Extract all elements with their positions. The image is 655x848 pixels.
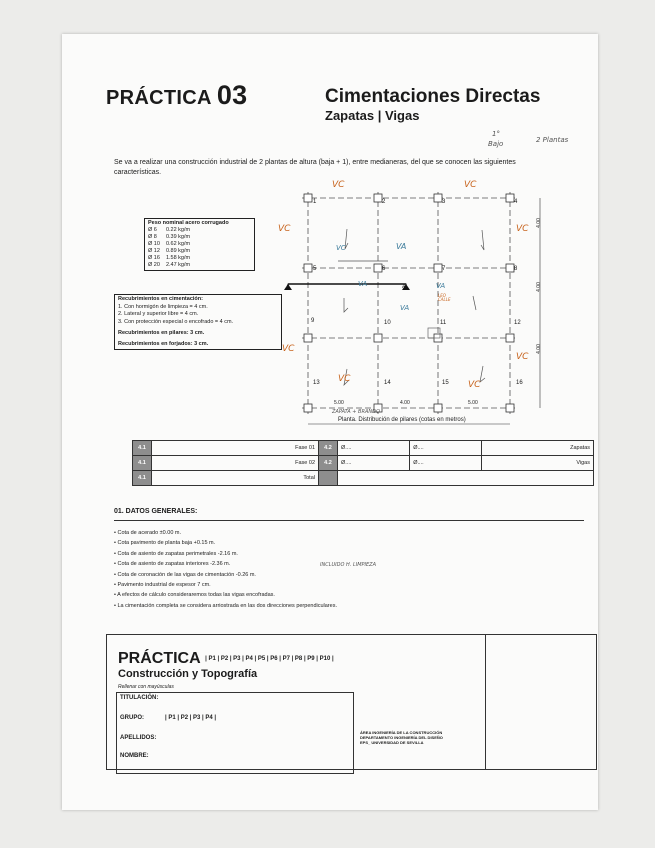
dim-v-label: 4.00 bbox=[535, 282, 542, 292]
dim-h-label: 4.00 bbox=[400, 400, 410, 406]
pillar bbox=[434, 264, 442, 272]
pillar bbox=[374, 264, 382, 272]
section-label-a: A bbox=[286, 284, 291, 290]
node-label: 15 bbox=[442, 380, 449, 386]
node-label: 12 bbox=[514, 320, 521, 326]
node-label: 14 bbox=[384, 380, 391, 386]
node-label: 4 bbox=[514, 199, 518, 205]
hand-label-vc: VC bbox=[516, 352, 529, 362]
list-item: • Cota de coronación de las vigas de cimentación -0.26 m. bbox=[114, 570, 494, 580]
list-item: • La cimentación completa se considera arriostrada en las dos direcciones perpendiculares. bbox=[114, 601, 494, 611]
nombre-field[interactable]: NOMBRE: bbox=[120, 753, 149, 759]
hand-label-va: VA bbox=[436, 282, 446, 290]
list-item: • A efectos de cálculo consideraremos todas las vigas encofradas. bbox=[114, 590, 494, 600]
grupo-options[interactable]: | P1 | P2 | P3 | P4 | bbox=[165, 715, 217, 721]
pillar bbox=[304, 194, 312, 202]
handnote-floor-1: 1° bbox=[492, 130, 500, 138]
fill-note: Rellenar con mayúsculas bbox=[118, 684, 174, 690]
pillar bbox=[304, 334, 312, 342]
dim-h-label: 5.00 bbox=[468, 400, 478, 406]
cover-item: 2. Lateral y superior libre = 4 cm. bbox=[118, 311, 199, 317]
node-label: 11 bbox=[440, 320, 447, 326]
pillar bbox=[374, 334, 382, 342]
hand-label-va: VA bbox=[396, 242, 407, 251]
practice-list: | P1 | P2 | P3 | P4 | P5 | P6 | P7 | P8 | P9 | P10 | bbox=[205, 656, 334, 662]
page-subtitle: Zapatas | Vigas bbox=[325, 108, 420, 123]
node-label: 3 bbox=[442, 199, 446, 205]
hand-label-vc: VC bbox=[282, 344, 295, 354]
hand-arrow bbox=[481, 230, 484, 250]
hand-label-vc: VC bbox=[336, 244, 346, 252]
table-row: 4.1 Fase 02 4.2 Ø.... Ø.... Vigas bbox=[133, 456, 594, 471]
floor-plan-drawing bbox=[62, 34, 598, 434]
apellidos-field[interactable]: APELLIDOS: bbox=[120, 735, 157, 741]
table-row: 4.1 Total bbox=[133, 471, 594, 486]
titulacion-label: TITULACIÓN: bbox=[120, 695, 159, 701]
student-form bbox=[116, 692, 354, 774]
footer-right-box bbox=[484, 634, 597, 770]
table-row: Ø 20 2.47 kg/m bbox=[148, 262, 191, 268]
hand-arrow bbox=[480, 366, 485, 382]
list-item: • Cota pavimento de planta baja +0.15 m. bbox=[114, 538, 494, 548]
pillar bbox=[434, 404, 442, 412]
pillar bbox=[304, 404, 312, 412]
hand-label-vc: VC bbox=[464, 180, 477, 190]
dim-v-label: 4.00 bbox=[535, 218, 542, 228]
node-label: 10 bbox=[384, 320, 391, 326]
table-row: Ø 12 0.89 kg/m bbox=[148, 248, 191, 254]
table-row: Ø 16 1.58 kg/m bbox=[148, 255, 191, 261]
pillar bbox=[506, 404, 514, 412]
list-item: • Cota de acerado ±0.00 m. bbox=[114, 528, 494, 538]
table-row: Ø 8 0.39 kg/m bbox=[148, 234, 191, 240]
node-label: 2 bbox=[382, 199, 386, 205]
grupo-label: GRUPO: bbox=[120, 715, 144, 721]
datos-list bbox=[114, 528, 494, 611]
node-label: 1 bbox=[313, 199, 317, 205]
pillar bbox=[304, 264, 312, 272]
pillar bbox=[434, 194, 442, 202]
pillar bbox=[506, 264, 514, 272]
node-label: 6 bbox=[382, 266, 386, 272]
node-label: 7 bbox=[442, 266, 446, 272]
hand-note-zapata: ZAPATA + BRANDO bbox=[332, 409, 380, 415]
node-label: 13 bbox=[313, 380, 320, 386]
pillar bbox=[506, 194, 514, 202]
intro-text: Se va a realizar una construcción industrial de 2 plantas de altura (baja + 1), entre medianeras, del que se conocen las siguientes características. bbox=[114, 159, 516, 176]
footer-practica: PRÁCTICA | P1 | P2 | P3 | P4 | P5 | P6 | P7 | P8 | P9 | P10 | bbox=[118, 650, 334, 667]
hand-arrow bbox=[473, 296, 476, 310]
list-item: • Cota de asiento de zapatas perimetrales -2.16 m. bbox=[114, 549, 494, 559]
table-row: Ø 10 0.62 kg/m bbox=[148, 241, 191, 247]
course-title: Construcción y Topografía bbox=[118, 668, 258, 680]
pillar bbox=[374, 194, 382, 202]
list-item: • Cota de asiento de zapatas interiores -2.36 m. bbox=[114, 559, 494, 569]
cover-item: 1. Con hormigón de limpieza = 4 cm. bbox=[118, 303, 208, 310]
section-label-a-prime: A' bbox=[402, 284, 408, 290]
plan-caption: Planta. Distribución de pilares (cotas en metros) bbox=[338, 417, 466, 423]
grade-table bbox=[132, 440, 594, 486]
hand-note-limpieza: INCLUIDO H. LIMPIEZA bbox=[320, 562, 377, 568]
handnote-floor-bajo: Bajo bbox=[488, 140, 504, 148]
table-row: 4.1 Fase 01 4.2 Ø.... Ø.... Zapatas bbox=[133, 441, 594, 456]
practice-word: PRÁCTICA bbox=[106, 87, 211, 109]
section-heading: 01. DATOS GENERALES: bbox=[114, 508, 198, 515]
cover-item: 3. Con protección especial o encofrado = 4 cm. bbox=[118, 318, 234, 325]
cover-title: Recubrimientos en cimentación: bbox=[118, 296, 203, 302]
hand-label-vc: VC bbox=[516, 224, 529, 234]
hand-label-vc: VC bbox=[468, 380, 481, 390]
cover-pilares: Recubrimientos en pilares: 3 cm. bbox=[118, 330, 205, 336]
cover-forjados: Recubrimientos en forjados: 3 cm. bbox=[118, 340, 209, 347]
practice-number: 03 bbox=[216, 80, 248, 110]
institution-text: ÁREA INGENIERÍA DE LA CONSTRUCCIÓN DEPARTAMENTO INGENIERÍA DEL DISEÑO EPS_ UNIVERSIDAD DE SEVILLA bbox=[360, 730, 443, 745]
hand-label-vc: VC bbox=[332, 180, 345, 190]
hand-label-vc: VC bbox=[278, 224, 291, 234]
dim-h-label: 5.00 bbox=[334, 400, 344, 406]
worksheet-page bbox=[62, 34, 598, 810]
page-title: Cimentaciones Directas bbox=[325, 86, 541, 107]
steel-box-title: Peso nominal acero corrugado bbox=[148, 220, 229, 226]
hand-label-va: VA bbox=[358, 280, 368, 288]
dim-v-label: 4.00 bbox=[535, 344, 542, 354]
handnote-plantas: 2 Plantas bbox=[536, 136, 569, 144]
table-row: Ø 6 0.22 kg/m bbox=[148, 227, 191, 233]
node-label: 5 bbox=[313, 266, 317, 272]
hand-note-leo: LEO CALLE bbox=[438, 293, 451, 302]
list-item: • Pavimento industrial de espesor 7 cm. bbox=[114, 580, 494, 590]
node-label: 16 bbox=[516, 380, 523, 386]
divider bbox=[114, 520, 584, 521]
hand-arrow bbox=[344, 298, 348, 312]
hand-label-va: VA bbox=[400, 304, 410, 312]
node-label: 8 bbox=[514, 266, 518, 272]
hand-label-vc: VC bbox=[338, 374, 351, 384]
pillar bbox=[506, 334, 514, 342]
node-label: 9 bbox=[311, 318, 315, 324]
